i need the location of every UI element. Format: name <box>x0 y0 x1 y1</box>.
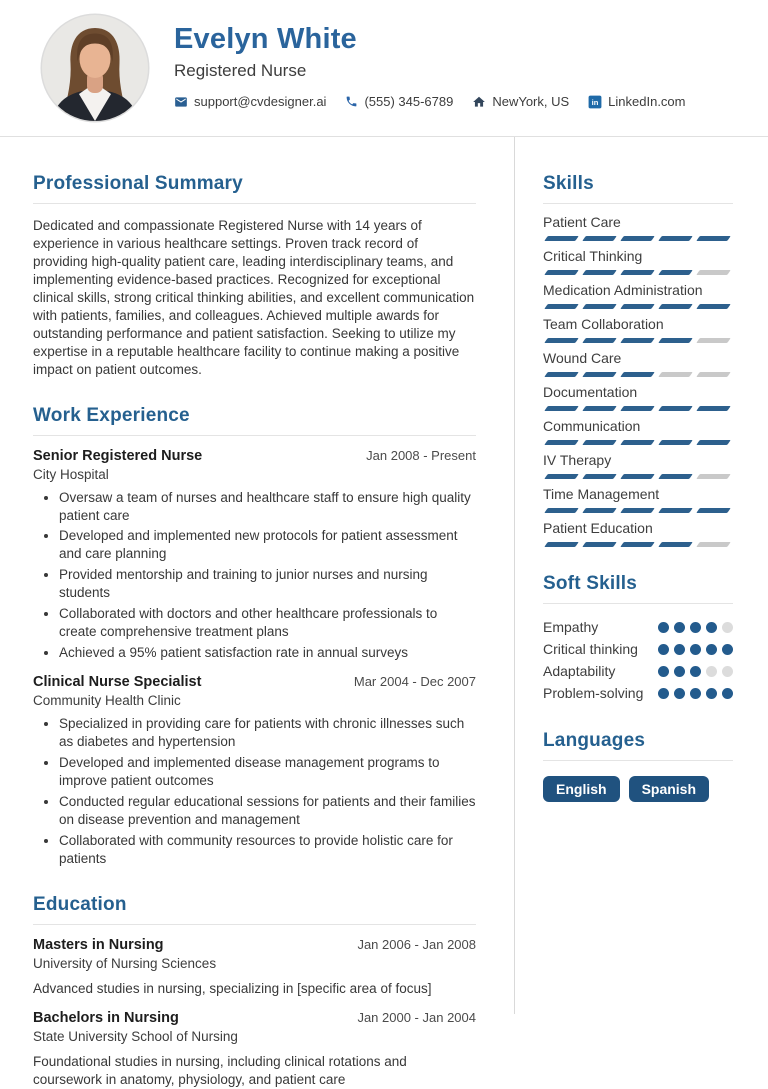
section-divider <box>543 603 733 604</box>
skill-bar-segment <box>544 474 579 479</box>
skill-bar-segment <box>696 304 731 309</box>
education-degree: Bachelors in Nursing <box>33 1009 179 1026</box>
skill-bar-segment <box>620 474 655 479</box>
avatar-illustration <box>40 13 150 123</box>
job-bullet: • Oversaw a team of nurses and healthcare staff to ensure high quality patient care <box>59 489 476 525</box>
skill-bar-segment <box>620 338 655 343</box>
skill-bar-segment <box>696 508 731 513</box>
job-title: Senior Registered Nurse <box>33 447 203 464</box>
soft-skill-dot <box>674 622 685 633</box>
skill-bar-segment <box>696 406 731 411</box>
skill-bar-segment <box>620 372 655 377</box>
skill-level-bar <box>543 338 733 343</box>
section-soft-skills <box>543 573 733 704</box>
section-divider <box>543 203 733 204</box>
skill-bar-segment <box>658 542 693 547</box>
skill-bar-segment <box>658 338 693 343</box>
skill-item <box>543 248 733 275</box>
job-company: City Hospital <box>33 466 109 482</box>
skill-bar-segment <box>658 372 693 377</box>
soft-skill-dot <box>722 688 733 699</box>
job-dates: Mar 2004 - Dec 2007 <box>353 674 476 690</box>
skill-bar-segment <box>696 338 731 343</box>
soft-skill-dot <box>706 644 717 655</box>
soft-skill-item <box>543 660 733 682</box>
skill-item <box>543 350 733 377</box>
soft-skill-dot <box>658 666 669 677</box>
job-title: Clinical Nurse Specialist <box>33 674 202 691</box>
soft-skill-label: Critical thinking <box>543 641 638 657</box>
skill-bar-segment <box>696 270 731 275</box>
job-dates: Jan 2008 - Present <box>366 447 476 463</box>
skill-bar-segment <box>620 304 655 309</box>
skill-label: IV Therapy <box>543 452 612 468</box>
soft-skill-dot <box>658 644 669 655</box>
skills-list <box>543 214 733 547</box>
skill-level-bar <box>543 508 733 513</box>
language-badge: Spanish <box>629 776 709 802</box>
skill-item <box>543 520 733 547</box>
skill-label: Communication <box>543 418 641 434</box>
main-column <box>0 137 515 1087</box>
skill-item <box>543 316 733 343</box>
soft-skill-label: Empathy <box>543 619 599 635</box>
education-entry <box>33 1010 476 1089</box>
soft-skill-dot <box>722 666 733 677</box>
skill-level-bar <box>543 542 733 547</box>
skill-bar-segment <box>696 474 731 479</box>
skill-level-bar <box>543 270 733 275</box>
section-skills <box>543 173 733 547</box>
skill-level-bar <box>543 406 733 411</box>
education-heading: Education <box>33 893 127 915</box>
skill-item <box>543 452 733 479</box>
soft-skill-dot <box>690 622 701 633</box>
skill-bar-segment <box>658 508 693 513</box>
home-icon <box>472 95 486 109</box>
soft-skill-dot <box>674 644 685 655</box>
soft-skill-dot <box>722 622 733 633</box>
skill-item <box>543 418 733 445</box>
job-company: Community Health Clinic <box>33 693 181 709</box>
soft-skill-dot <box>674 688 685 699</box>
job-bullet: • Collaborated with community resources to provide holistic care for patients <box>59 832 476 868</box>
skill-item <box>543 384 733 411</box>
education-dates: Jan 2006 - Jan 2008 <box>357 936 476 952</box>
sidebar-column <box>515 137 768 1014</box>
skill-bar-segment <box>620 542 655 547</box>
education-description: Advanced studies in nursing, specializing in [specific area of focus] <box>33 980 432 996</box>
skill-bar-segment <box>582 406 617 411</box>
education-school: University of Nursing Sciences <box>33 955 217 971</box>
skill-label: Time Management <box>543 486 660 502</box>
contact-home-label: NewYork, US <box>492 94 570 110</box>
work-experience-heading: Work Experience <box>33 404 190 426</box>
soft-skill-item <box>543 682 733 704</box>
skill-label: Documentation <box>543 384 638 400</box>
job-bullet: • Provided mentorship and training to junior nurses and nursing students <box>59 566 476 602</box>
skill-bar-segment <box>544 440 579 445</box>
soft-skill-rating <box>658 688 733 699</box>
contact-phone[interactable] <box>345 94 453 109</box>
skill-bar-segment <box>582 338 617 343</box>
contact-row <box>174 94 686 109</box>
skill-item <box>543 486 733 513</box>
skill-label: Patient Education <box>543 520 653 536</box>
contact-email-label: support@cvdesigner.ai <box>194 94 327 110</box>
summary-text: Dedicated and compassionate Registered Nurse with 14 years of experience in various healthcare settings. Proven track record of providing high-quality patient care, leading interdisciplinary teams, and implementing evidence-based practices. Recognized for exceptional clinical skills, strong critical thinking abilities, and excellent communication with patients, families, and colleagues. Achieved multiple awards for outstanding performance and patient satisfaction. Seeking to utilize my expertise in a reputable healthcare facility to continue making a positive impact on patient outcomes. <box>33 218 475 377</box>
skill-bar-segment <box>620 236 655 241</box>
skill-bar-segment <box>696 542 731 547</box>
soft-skill-label: Problem-solving <box>543 685 644 701</box>
languages-heading: Languages <box>543 730 646 751</box>
job-bullet: • Conducted regular educational sessions for patients and their families on disease prevention and management <box>59 793 476 829</box>
soft-skill-dot <box>706 688 717 699</box>
contact-linkedin[interactable] <box>588 94 685 109</box>
job-entry <box>33 674 476 868</box>
skill-bar-segment <box>696 236 731 241</box>
skill-label: Medication Administration <box>543 282 703 298</box>
skill-bar-segment <box>582 508 617 513</box>
skill-bar-segment <box>658 270 693 275</box>
phone-icon <box>345 95 358 108</box>
section-languages <box>543 730 733 802</box>
skill-bar-segment <box>620 406 655 411</box>
job-list <box>33 448 476 868</box>
skill-bar-segment <box>544 304 579 309</box>
soft-skill-dot <box>722 644 733 655</box>
job-bullet: • Achieved a 95% patient satisfaction rate in annual surveys <box>59 644 476 662</box>
skill-bar-segment <box>544 270 579 275</box>
skill-label: Patient Care <box>543 214 621 230</box>
soft-skill-dot <box>658 622 669 633</box>
soft-skill-item <box>543 616 733 638</box>
job-bullet: • Developed and implemented disease management programs to improve patient outcomes <box>59 754 476 790</box>
skill-bar-segment <box>658 474 693 479</box>
skill-bar-segment <box>620 440 655 445</box>
linkedin-icon <box>588 95 602 109</box>
contact-phone-label: (555) 345-6789 <box>364 94 454 110</box>
skill-level-bar <box>543 440 733 445</box>
education-description: Foundational studies in nursing, including clinical rotations and coursework in anatomy, physiology, and patient care <box>33 1053 407 1087</box>
person-title: Registered Nurse <box>174 61 307 81</box>
soft-skill-dot <box>690 644 701 655</box>
skill-label: Team Collaboration <box>543 316 664 332</box>
soft-skills-list <box>543 616 733 704</box>
skills-heading: Skills <box>543 173 594 194</box>
education-degree: Masters in Nursing <box>33 936 164 953</box>
skill-bar-segment <box>658 406 693 411</box>
soft-skill-rating <box>658 622 733 633</box>
language-badge: English <box>543 776 620 802</box>
skill-bar-segment <box>658 440 693 445</box>
contact-home[interactable] <box>472 94 569 109</box>
education-dates: Jan 2000 - Jan 2004 <box>357 1009 476 1025</box>
skill-bar-segment <box>658 304 693 309</box>
soft-skill-dot <box>690 666 701 677</box>
skill-bar-segment <box>582 474 617 479</box>
skill-label: Critical Thinking <box>543 248 643 264</box>
skill-level-bar <box>543 304 733 309</box>
resume-header <box>0 0 768 137</box>
contact-email[interactable] <box>174 94 326 109</box>
contact-linkedin-label: LinkedIn.com <box>608 94 686 110</box>
skill-bar-segment <box>544 372 579 377</box>
soft-skill-rating <box>658 644 733 655</box>
skill-bar-segment <box>696 440 731 445</box>
svg-text:in: in <box>591 98 599 108</box>
section-work-experience <box>33 405 476 868</box>
section-divider <box>33 924 476 925</box>
skill-bar-segment <box>544 406 579 411</box>
soft-skill-item <box>543 638 733 660</box>
skill-item <box>543 214 733 241</box>
skill-bar-segment <box>620 270 655 275</box>
section-divider <box>33 435 476 436</box>
skill-bar-segment <box>582 304 617 309</box>
job-bullet-list <box>59 715 476 868</box>
email-icon <box>174 95 188 109</box>
education-entry <box>33 937 476 998</box>
skill-bar-segment <box>620 508 655 513</box>
skill-level-bar <box>543 372 733 377</box>
summary-heading: Professional Summary <box>33 173 243 194</box>
skill-bar-segment <box>696 372 731 377</box>
skill-bar-segment <box>658 236 693 241</box>
soft-skill-dot <box>706 666 717 677</box>
job-bullet: • Specialized in providing care for patients with chronic illnesses such as diabetes and hypertension <box>59 715 476 751</box>
soft-skill-dot <box>690 688 701 699</box>
job-bullet-list <box>59 489 476 663</box>
person-name: Evelyn White <box>174 23 357 55</box>
section-divider <box>33 203 476 204</box>
skill-label: Wound Care <box>543 350 622 366</box>
skill-bar-segment <box>544 236 579 241</box>
skill-bar-segment <box>582 542 617 547</box>
avatar-photo <box>40 13 150 123</box>
skill-level-bar <box>543 236 733 241</box>
skill-bar-segment <box>582 236 617 241</box>
skill-bar-segment <box>582 270 617 275</box>
language-badges <box>543 776 733 802</box>
skill-bar-segment <box>582 372 617 377</box>
skill-level-bar <box>543 474 733 479</box>
skill-bar-segment <box>544 508 579 513</box>
section-divider <box>543 760 733 761</box>
soft-skills-heading: Soft Skills <box>543 573 638 594</box>
job-entry <box>33 448 476 663</box>
soft-skill-label: Adaptability <box>543 663 616 679</box>
soft-skill-dot <box>658 688 669 699</box>
skill-bar-segment <box>544 542 579 547</box>
education-list <box>33 937 476 1089</box>
section-professional-summary <box>33 173 476 379</box>
skill-bar-segment <box>544 338 579 343</box>
skill-bar-segment <box>582 440 617 445</box>
resume-body <box>0 137 768 1087</box>
section-education <box>33 894 476 1089</box>
job-bullet: • Collaborated with doctors and other healthcare professionals to create comprehensive treatment plans <box>59 605 476 641</box>
education-school: State University School of Nursing <box>33 1028 238 1044</box>
job-bullet: • Developed and implemented new protocols for patient assessment and care planning <box>59 527 476 563</box>
soft-skill-dot <box>674 666 685 677</box>
soft-skill-dot <box>706 622 717 633</box>
skill-item <box>543 282 733 309</box>
soft-skill-rating <box>658 666 733 677</box>
